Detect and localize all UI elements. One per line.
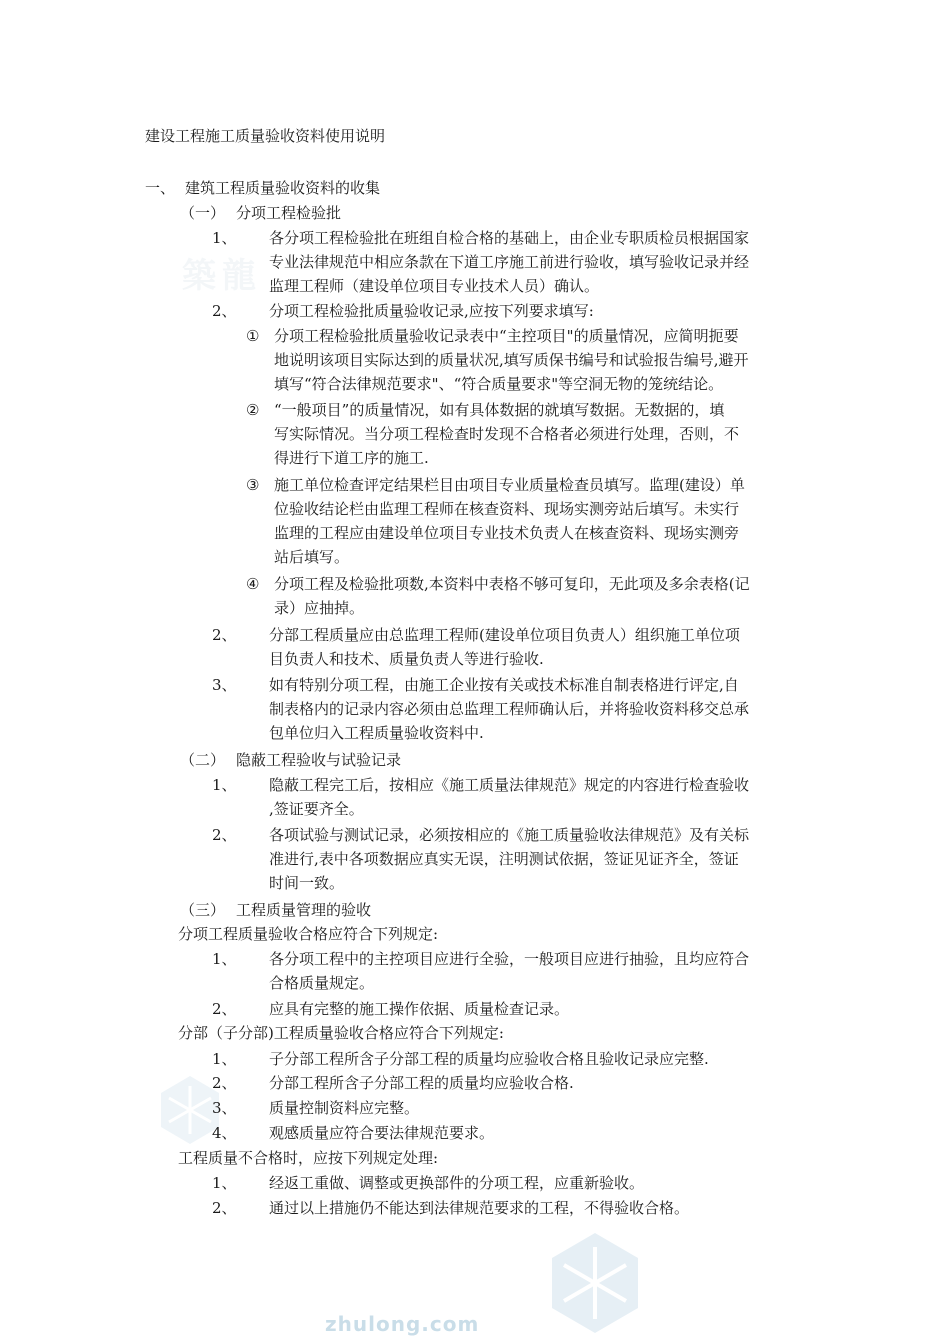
circled-number: ① — [246, 327, 260, 345]
paragraph-line: 隐蔽工程完工后，按相应《施工质量法律规范》规定的内容进行检查验收 — [269, 776, 750, 794]
list-item-number: 2、 — [212, 626, 237, 644]
paragraph-line: 包单位归入工程质量验收资料中. — [269, 724, 484, 742]
paragraph-line: 制表格内的记录内容必须由总监理工程师确认后，并将验收资料移交总承 — [269, 700, 750, 718]
list-item-number: 2、 — [212, 1074, 237, 1092]
paragraph-line: 监理工程师（建设单位项目专业技术人员）确认。 — [269, 277, 600, 295]
paragraph-line: 子分部工程所含子分部工程的质量均应验收合格且验收记录应完整. — [269, 1050, 709, 1068]
subsection-label: （三） — [180, 901, 226, 919]
document-title: 建设工程施工质量验收资料使用说明 — [145, 127, 386, 145]
paragraph-line: ,签证要齐全。 — [269, 800, 364, 818]
subsection-label: （二） — [180, 751, 226, 769]
subsection-heading: 分项工程检验批 — [236, 204, 342, 222]
paragraph-line: 各分项工程中的主控项目应进行全验，一般项目应进行抽验，且均应符合 — [269, 950, 750, 968]
list-item-number: 1、 — [212, 950, 237, 968]
paragraph-line: 分项工程检验批质量验收记录表中“主控项目"的质量情况，应简明扼要 — [274, 327, 739, 345]
list-item-number: 2、 — [212, 826, 237, 844]
watermark-logo-icon — [545, 1228, 645, 1338]
list-item-number: 1、 — [212, 1174, 237, 1192]
list-item-number: 1、 — [212, 776, 237, 794]
circled-number: ③ — [246, 476, 260, 494]
paragraph-line: 应具有完整的施工操作依据、质量检查记录。 — [269, 1000, 570, 1018]
paragraph-line: 分部工程所含子分部工程的质量均应验收合格. — [269, 1074, 574, 1092]
list-item-number: 1、 — [212, 229, 237, 247]
paragraph-line: 得进行下道工序的施工. — [274, 449, 429, 467]
circled-number: ② — [246, 401, 260, 419]
list-item-number: 3、 — [212, 1099, 237, 1117]
list-item-number: 3、 — [212, 676, 237, 694]
section-heading: 建筑工程质量验收资料的收集 — [185, 179, 381, 197]
paragraph-line: 专业法律规范中相应条款在下道工序施工前进行验收，填写验收记录并经 — [269, 253, 750, 271]
paragraph-line: 录）应抽掉。 — [274, 599, 365, 617]
paragraph-line: 写实际情况。当分项工程检查时发现不合格者必须进行处理，否则，不 — [274, 425, 740, 443]
paragraph-line: 填写“符合法律规范要求"、“符合质量要求"等空洞无物的笼统结论。 — [274, 375, 724, 393]
paragraph-line: 观感质量应符合要法律规范要求。 — [269, 1124, 495, 1142]
paragraph-line: 质量控制资料应完整。 — [269, 1099, 420, 1117]
paragraph-line: 合格质量规定。 — [269, 974, 375, 992]
paragraph-line: 站后填写。 — [274, 548, 350, 566]
list-item-number: 2、 — [212, 302, 237, 320]
paragraph-line: 地说明该项目实际达到的质量状况,填写质保书编号和试验报告编号,避开 — [274, 351, 749, 369]
paragraph-line: 经返工重做、调整或更换部件的分项工程，应重新验收。 — [269, 1174, 645, 1192]
paragraph-line: 如有特别分项工程，由施工企业按有关或技术标准自制表格进行评定,自 — [269, 676, 739, 694]
paragraph-line: 位验收结论栏由监理工程师在核查资料、现场实测旁站后填写。未实行 — [274, 500, 740, 518]
paragraph-line: 目负责人和技术、质量负责人等进行验收. — [269, 650, 544, 668]
rule-intro: 分项工程质量验收合格应符合下列规定: — [178, 925, 439, 943]
paragraph-line: 各分项工程检验批在班组自检合格的基础上，由企业专职质检员根据国家 — [269, 229, 750, 247]
circled-number: ④ — [246, 575, 260, 593]
list-item-number: 1、 — [212, 1050, 237, 1068]
paragraph-line: 各项试验与测试记录，必须按相应的《施工质量验收法律规范》及有关标 — [269, 826, 750, 844]
paragraph-line: 施工单位检查评定结果栏目由项目专业质量检查员填写。监理(建设）单 — [274, 476, 745, 494]
paragraph-line: “一般项目”的质量情况，如有具体数据的就填写数据。无数据的，填 — [274, 401, 725, 419]
subsection-heading: 隐蔽工程验收与试验记录 — [236, 751, 402, 769]
paragraph-line: 准进行,表中各项数据应真实无误，注明测试依据，签证见证齐全，签证 — [269, 850, 739, 868]
paragraph-line: 分项工程检验批质量验收记录,应按下列要求填写: — [269, 302, 594, 320]
section-number: 一、 — [145, 179, 176, 197]
paragraph-line: 通过以上措施仍不能达到法律规范要求的工程，不得验收合格。 — [269, 1199, 690, 1217]
list-item-number: 4、 — [212, 1124, 237, 1142]
paragraph-line: 分项工程及检验批项数,本资料中表格不够可复印，无此项及多余表格(记 — [274, 575, 750, 593]
list-item-number: 2、 — [212, 1199, 237, 1217]
watermark-faint-text: 築龍 — [182, 256, 262, 296]
subsection-label: （一） — [180, 204, 226, 222]
paragraph-line: 监理的工程应由建设单位项目专业技术负责人在核查资料、现场实测旁 — [274, 524, 740, 542]
subsection-heading: 工程质量管理的验收 — [236, 901, 372, 919]
watermark-text: zhulong.com — [325, 1312, 480, 1336]
list-item-number: 2、 — [212, 1000, 237, 1018]
paragraph-line: 时间一致。 — [269, 874, 345, 892]
rule-intro: 分部（子分部)工程质量验收合格应符合下列规定: — [178, 1024, 504, 1042]
paragraph-line: 分部工程质量应由总监理工程师(建设单位项目负责人）组织施工单位项 — [269, 626, 740, 644]
rule-intro: 工程质量不合格时，应按下列规定处理: — [178, 1149, 439, 1167]
